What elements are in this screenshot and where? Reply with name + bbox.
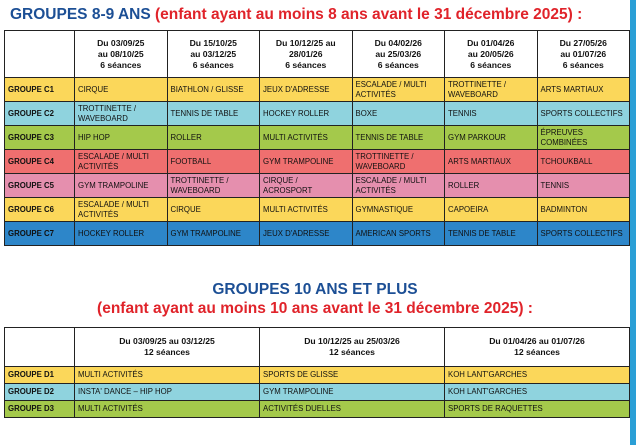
activity-cell: TROTTINETTE / WAVEBOARD <box>75 102 168 126</box>
activity-cell: SPORTS DE GLISSE <box>260 367 445 384</box>
period-line2: 28/01/26 <box>289 48 323 59</box>
period-header <box>260 328 445 367</box>
right-edge-strip <box>630 0 636 445</box>
table-row-c7 <box>5 222 630 246</box>
activity-cell: BOXE <box>352 102 445 126</box>
group-name: GROUPE D2 <box>5 384 75 401</box>
activity-cell: ESCALADE / MULTI ACTIVITÉS <box>352 174 445 198</box>
activity-cell: SPORTS COLLECTIFS <box>537 102 630 126</box>
group-name: GROUPE C5 <box>5 174 75 198</box>
table-header-row <box>5 31 630 78</box>
activity-cell: GYM TRAMPOLINE <box>260 384 445 401</box>
table-row-d1 <box>5 367 630 384</box>
period-sessions: 6 séances <box>100 59 142 70</box>
activity-cell: GYM TRAMPOLINE <box>167 222 260 246</box>
period-header <box>75 31 168 78</box>
activity-cell: MULTI ACTIVITÉS <box>260 198 353 222</box>
activity-cell: GYM TRAMPOLINE <box>75 174 168 198</box>
period-header <box>445 328 630 367</box>
title-groupes-8-9 <box>10 4 630 26</box>
activity-cell: BIATHLON / GLISSE <box>167 78 260 102</box>
activity-cell: ARTS MARTIAUX <box>537 78 630 102</box>
activity-cell: TENNIS DE TABLE <box>445 222 538 246</box>
period-header <box>75 328 260 367</box>
activity-cell: ESCALADE / MULTI ACTIVITÉS <box>75 198 168 222</box>
activity-cell: GYMNASTIQUE <box>352 198 445 222</box>
activity-cell: HIP HOP <box>75 126 168 150</box>
activity-cell: TCHOUKBALL <box>537 150 630 174</box>
group-name: GROUPE C6 <box>5 198 75 222</box>
period-line1: Du 01/04/26 <box>467 37 515 48</box>
activity-cell: JEUX D'ADRESSE <box>260 222 353 246</box>
table-row-c6 <box>5 198 630 222</box>
period-line1: Du 15/10/25 <box>189 37 237 48</box>
period-line2: au 25/03/26 <box>375 48 422 59</box>
period-header <box>260 31 353 78</box>
activity-cell: INSTA' DANCE – HIP HOP <box>75 384 260 401</box>
table-row-c1 <box>5 78 630 102</box>
period-line1: Du 03/09/25 <box>97 37 145 48</box>
activity-cell: TENNIS <box>537 174 630 198</box>
activity-cell: MULTI ACTIVITÉS <box>75 367 260 384</box>
activity-cell: SPORTS DE RAQUETTES <box>445 401 630 418</box>
table-row-d2 <box>5 384 630 401</box>
period-header <box>537 31 630 78</box>
activity-cell: FOOTBALL <box>167 150 260 174</box>
period-line2: au 08/10/25 <box>97 48 144 59</box>
period-line1: Du 10/12/25 au 25/03/26 <box>304 336 400 346</box>
schedule-table-8-9 <box>4 30 630 246</box>
activity-cell: KOH LANT'GARCHES <box>445 384 630 401</box>
activity-cell: ACTIVITÉS DUELLES <box>260 401 445 418</box>
table-row-c4 <box>5 150 630 174</box>
period-sessions: 12 séances <box>329 347 375 357</box>
period-sessions: 6 séances <box>377 59 419 70</box>
activity-cell: MULTI ACTIVITÉS <box>260 126 353 150</box>
table-row-c3 <box>5 126 630 150</box>
title-10-plus-condition: (enfant ayant au moins 10 ans avant le 31 décembre 2025) : <box>97 300 533 317</box>
table-row-d3 <box>5 401 630 418</box>
period-line2: au 20/05/26 <box>467 48 514 59</box>
activity-cell: TENNIS DE TABLE <box>352 126 445 150</box>
activity-cell: HOCKEY ROLLER <box>75 222 168 246</box>
table-row-c5 <box>5 174 630 198</box>
period-sessions: 12 séances <box>514 347 560 357</box>
activity-cell: CIRQUE <box>167 198 260 222</box>
title-groupes-10-plus: GROUPES 10 ANS ET PLUS <box>212 281 418 298</box>
period-line1: Du 03/09/25 au 03/12/25 <box>119 336 215 346</box>
activity-cell: AMERICAN SPORTS <box>352 222 445 246</box>
title-8-9-condition: (enfant ayant au moins 8 ans avant le 31 décembre 2025) : <box>155 6 583 23</box>
period-line1: Du 27/05/26 <box>559 37 607 48</box>
activity-cell: ARTS MARTIAUX <box>445 150 538 174</box>
schedule-table-10-plus <box>4 327 630 418</box>
activity-cell: ROLLER <box>167 126 260 150</box>
table-row-c2 <box>5 102 630 126</box>
group-name: GROUPE C7 <box>5 222 75 246</box>
activity-cell: BADMINTON <box>537 198 630 222</box>
group-name: GROUPE C2 <box>5 102 75 126</box>
period-header <box>167 31 260 78</box>
period-sessions: 6 séances <box>192 59 234 70</box>
period-sessions: 6 séances <box>285 59 327 70</box>
period-sessions: 12 séances <box>144 347 190 357</box>
period-line1: Du 04/02/26 <box>374 37 422 48</box>
activity-cell: ESCALADE / MULTI ACTIVITÉS <box>352 78 445 102</box>
group-name: GROUPE C3 <box>5 126 75 150</box>
period-header <box>352 31 445 78</box>
activity-cell: ÉPREUVES COMBINÉES <box>537 126 630 150</box>
activity-cell: TENNIS DE TABLE <box>167 102 260 126</box>
period-line2: au 01/07/26 <box>560 48 607 59</box>
activity-cell: JEUX D'ADRESSE <box>260 78 353 102</box>
activity-cell: TROTTINETTE / WAVEBOARD <box>352 150 445 174</box>
period-header <box>445 31 538 78</box>
period-line2: au 03/12/25 <box>190 48 237 59</box>
activity-cell: ESCALADE / MULTI ACTIVITÉS <box>75 150 168 174</box>
table-header-row <box>5 328 630 367</box>
activity-cell: SPORTS COLLECTIFS <box>537 222 630 246</box>
period-sessions: 6 séances <box>562 59 604 70</box>
group-name: GROUPE C4 <box>5 150 75 174</box>
activity-cell: ROLLER <box>445 174 538 198</box>
title-8-9-main: GROUPES 8-9 ANS <box>10 6 151 23</box>
header-corner <box>5 328 75 367</box>
header-corner <box>5 31 75 78</box>
activity-cell: HOCKEY ROLLER <box>260 102 353 126</box>
group-name: GROUPE D1 <box>5 367 75 384</box>
activity-cell: MULTI ACTIVITÉS <box>75 401 260 418</box>
activity-cell: GYM PARKOUR <box>445 126 538 150</box>
period-line1: Du 10/12/25 au <box>275 37 336 48</box>
activity-cell: CIRQUE / ACROSPORT <box>260 174 353 198</box>
group-name: GROUPE C1 <box>5 78 75 102</box>
activity-cell: TROTTINETTE / WAVEBOARD <box>167 174 260 198</box>
activity-cell: TROTTINETTE / WAVEBOARD <box>445 78 538 102</box>
activity-cell: KOH LANT'GARCHES <box>445 367 630 384</box>
activity-cell: CAPOEIRA <box>445 198 538 222</box>
group-name: GROUPE D3 <box>5 401 75 418</box>
period-sessions: 6 séances <box>470 59 512 70</box>
activity-cell: CIRQUE <box>75 78 168 102</box>
activity-cell: TENNIS <box>445 102 538 126</box>
period-line1: Du 01/04/26 au 01/07/26 <box>489 336 585 346</box>
activity-cell: GYM TRAMPOLINE <box>260 150 353 174</box>
